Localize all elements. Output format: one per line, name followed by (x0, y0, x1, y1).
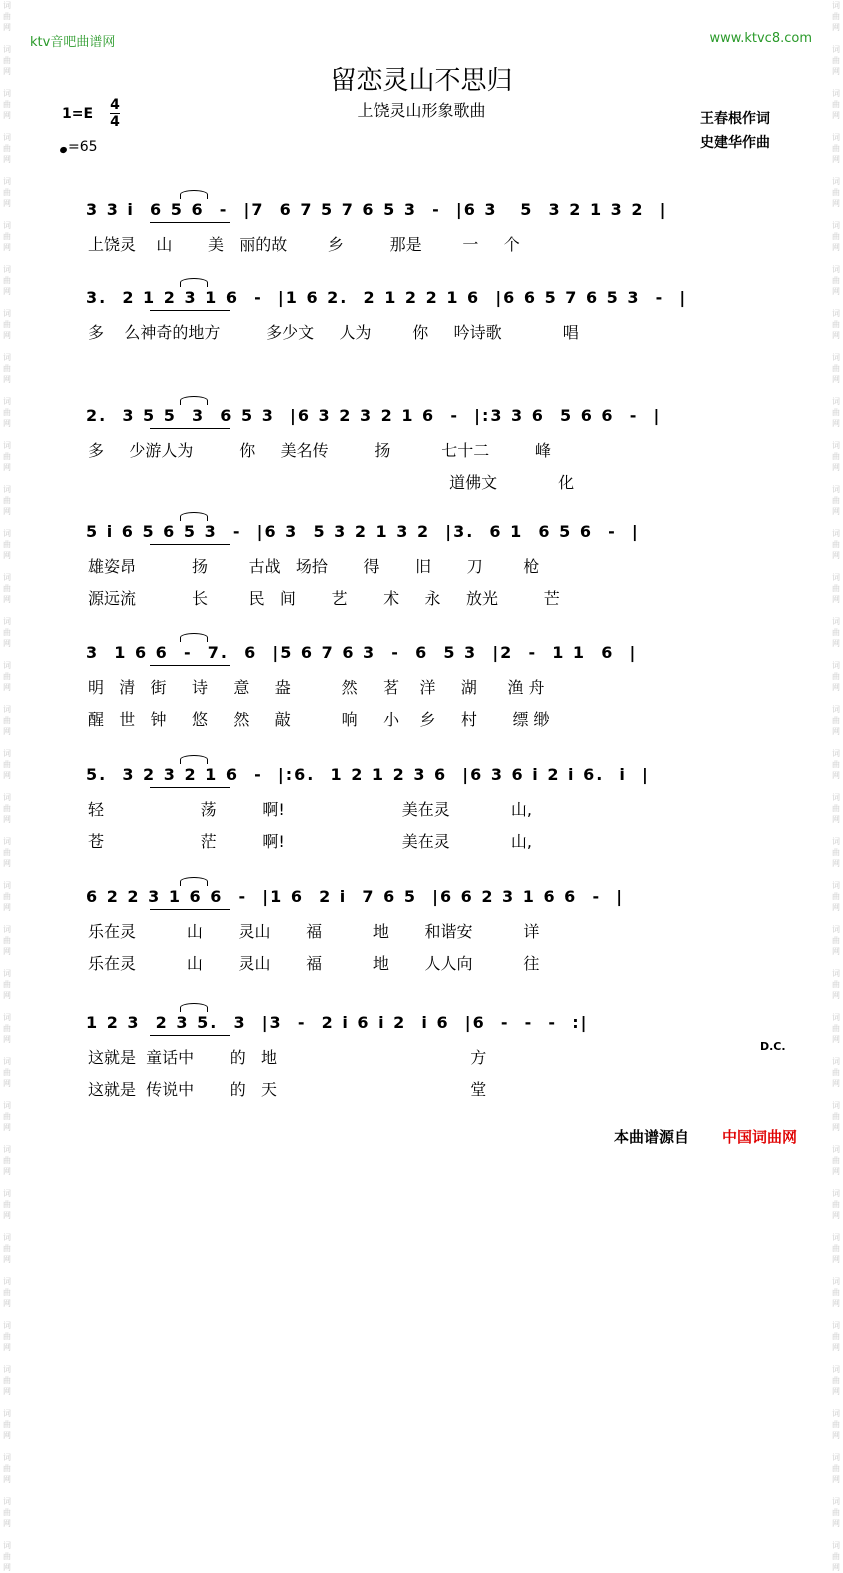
composer-credit: 史建华作曲 (700, 135, 770, 151)
lyric-line: 雄姿昂 扬 古战 场拾 得 旧 刀 枪 (88, 557, 540, 576)
right-watermark: 词 曲 网 词 曲 网 词 曲 网 词 曲 网 词 曲 网 词 曲 网 词 曲 网 词 曲 网 词 曲 网 词 曲 网 词 曲 网 词 曲 网 词 曲 网 词 曲 网 词 曲 网 词 曲 网 词 曲 网 词 曲 网 词 曲 网 词 曲 网 词 曲 网 词 曲 网 词 曲 网 词 曲 网 词 曲 网 词 曲 网 词 曲 网 词 曲 网 词 曲 网 词 曲 网 词 曲 网 词 曲 网 词 曲 网 词 曲 网 词 曲 网 词 曲 网 (832, 1, 840, 1572)
notation-line: 3. 2 1 2 3 1 6 - |1 6 2. 2 1 2 2 1 6 |6 6 5 7 6 5 3 - | (86, 288, 688, 307)
slur-arc (180, 396, 208, 405)
lyric-line: 醒 世 钟 悠 然 敲 响 小 乡 村 缥 缈 (88, 710, 550, 729)
slur-arc (180, 190, 208, 199)
lyricist-credit: 王春根作词 (700, 111, 770, 127)
notation-line: 3 3 i 6 5 6 - |7 6 7 5 7 6 5 3 - |6 3 5 3 2 1 3 2 | (86, 200, 668, 219)
beam-underline (150, 222, 230, 223)
slur-arc (180, 633, 208, 642)
key-signature: 1=E (62, 106, 94, 122)
lyric-line: 源远流 长 民 间 艺 术 永 放光 芒 (88, 589, 560, 608)
site-left-label[interactable]: ktv音吧曲谱网 (30, 35, 116, 50)
lyric-line: 多 少游人为 你 美名传 扬 七十二 峰 (88, 441, 552, 460)
footer-source-label: 本曲谱源自 (614, 1128, 690, 1146)
lyric-line: 明 清 街 诗 意 盎 然 茗 洋 湖 渔 舟 (88, 678, 545, 697)
notation-line: 2. 3 5 5 3 6 5 3 |6 3 2 3 2 1 6 - |:3 3 6 5 6 6 - | (86, 406, 662, 425)
lyric-line: 上饶灵 山 美 丽的故 乡 那是 一 个 (88, 235, 520, 254)
notation-line: 1 2 3 2 3 5. 3 |3 - 2 i 6 i 2 i 6 |6 - - - :| (86, 1013, 589, 1032)
beam-underline (150, 909, 230, 910)
beam-underline (150, 665, 230, 666)
slur-arc (180, 278, 208, 287)
beam-underline (150, 787, 230, 788)
lyric-line: 这就是 传说中 的 天 堂 (88, 1080, 487, 1099)
slur-arc (180, 1003, 208, 1012)
quarter-note-icon (59, 146, 68, 154)
song-subtitle: 上饶灵山形象歌曲 (357, 101, 486, 120)
beam-underline (150, 544, 230, 545)
slur-arc (180, 755, 208, 764)
song-title: 留恋灵山不思归 (330, 66, 513, 96)
beam-underline (150, 428, 230, 429)
left-watermark: 词 曲 网 词 曲 网 词 曲 网 词 曲 网 词 曲 网 词 曲 网 词 曲 网 词 曲 网 词 曲 网 词 曲 网 词 曲 网 词 曲 网 词 曲 网 词 曲 网 词 曲 网 词 曲 网 词 曲 网 词 曲 网 词 曲 网 词 曲 网 词 曲 网 词 曲 网 词 曲 网 词 曲 网 词 曲 网 词 曲 网 词 曲 网 词 曲 网 词 曲 网 词 曲 网 词 曲 网 词 曲 网 词 曲 网 词 曲 网 词 曲 网 词 曲 网 (3, 1, 11, 1572)
meter-bottom: 4 (110, 114, 120, 130)
footer-site-link[interactable]: 中国词曲网 (722, 1128, 798, 1146)
notation-line: 3 1 6 6 - 7. 6 |5 6 7 6 3 - 6 5 3 |2 - 1 1 6 | (86, 643, 638, 662)
lyric-line: 多 么神奇的地方 多少文 人为 你 吟诗歌 唱 (88, 323, 579, 342)
slur-arc (180, 877, 208, 886)
lyric-line: 道佛文 化 (88, 473, 575, 492)
meter-top: 4 (110, 97, 120, 113)
notation-line: 5. 3 2 3 2 1 6 - |:6. 1 2 1 2 3 6 |6 3 6 i 2 i 6. i | (86, 765, 650, 784)
slur-arc (180, 512, 208, 521)
notation-line: 5 i 6 5 6 5 3 - |6 3 5 3 2 1 3 2 |3. 6 1 6 5 6 - | (86, 522, 640, 541)
site-right-url[interactable]: www.ktvc8.com (709, 31, 812, 46)
lyric-line: 这就是 童话中 的 地 方 (88, 1048, 487, 1067)
time-signature (110, 97, 120, 130)
lyric-line: 轻 荡 啊! 美在灵 山, (88, 800, 532, 819)
beam-underline (150, 1035, 230, 1036)
tempo-marking (60, 139, 98, 155)
lyric-line: 苍 茫 啊! 美在灵 山, (88, 832, 532, 851)
beam-underline (150, 310, 230, 311)
tempo-value: =65 (68, 139, 98, 155)
lyric-line: 乐在灵 山 灵山 福 地 和谐安 详 (88, 922, 540, 941)
lyric-line: 乐在灵 山 灵山 福 地 人人向 往 (88, 954, 540, 973)
notation-line: 6 2 2 3 1 6 6 - |1 6 2 i 7 6 5 |6 6 2 3 1 6 6 - | (86, 887, 625, 906)
dc-marking: D.C. (760, 1040, 786, 1053)
